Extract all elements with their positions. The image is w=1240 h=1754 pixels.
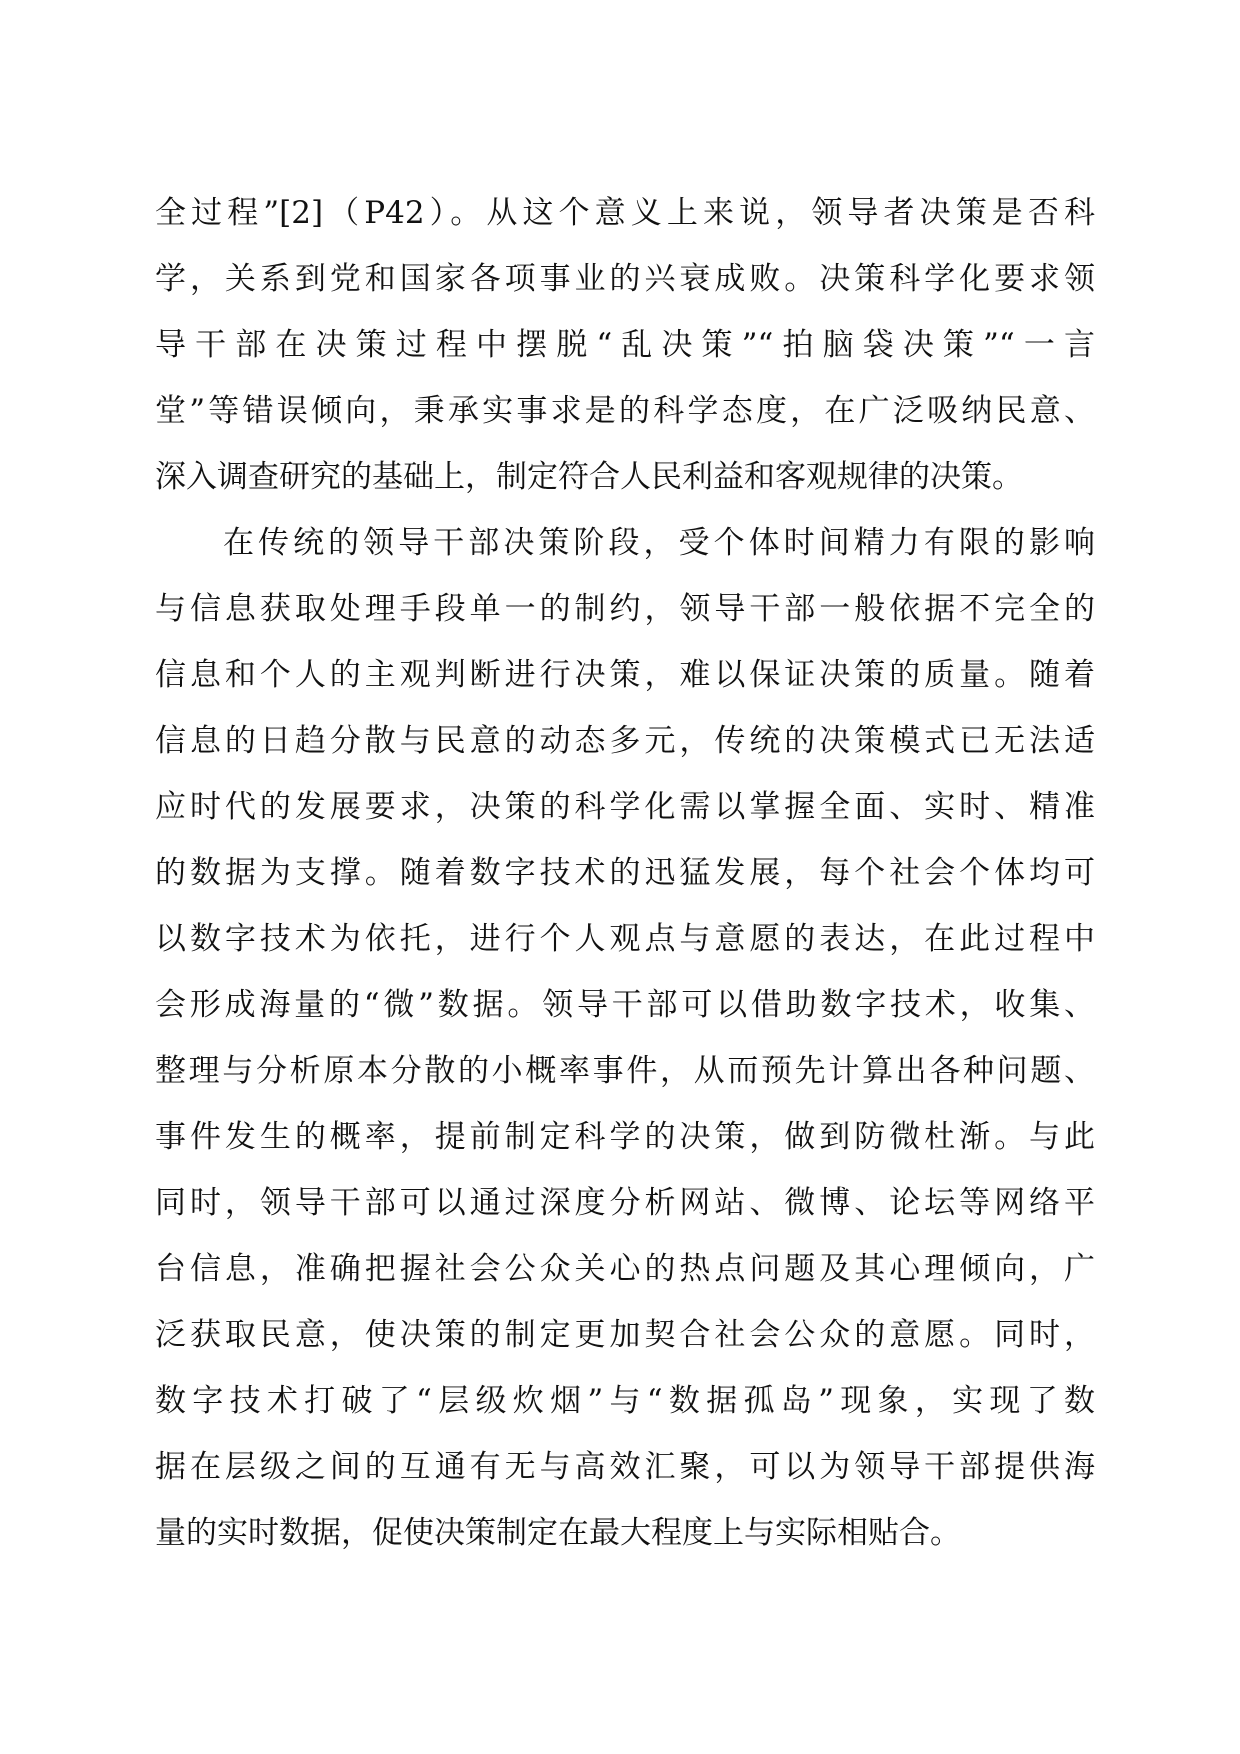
- text-line: 以数字技术为依托，进行个人观点与意愿的表达，在此过程中: [155, 921, 1095, 957]
- text-line: 据在层级之间的互通有无与高效汇聚，可以为领导干部提供海: [155, 1449, 1095, 1485]
- text-line: 台信息，准确把握社会公众关心的热点问题及其心理倾向，广: [155, 1251, 1095, 1287]
- text-line: 同时，领导干部可以通过深度分析网站、微博、论坛等网络平: [155, 1185, 1095, 1221]
- text-line: 会形成海量的“微”数据。领导干部可以借助数字技术，收集、: [155, 987, 1095, 1023]
- paragraph-first-line: 在传统的领导干部决策阶段，受个体时间精力有限的影响: [223, 525, 1095, 561]
- text-line: 深入调查研究的基础上，制定符合人民利益和客观规律的决策。: [155, 459, 1023, 495]
- text-line: 事件发生的概率，提前制定科学的决策，做到防微杜渐。与此: [155, 1119, 1095, 1155]
- text-line: 信息和个人的主观判断进行决策，难以保证决策的质量。随着: [155, 657, 1095, 693]
- text-line: 与信息获取处理手段单一的制约，领导干部一般依据不完全的: [155, 591, 1095, 627]
- text-line: 全过程”[2]（P42）。从这个意义上来说，领导者决策是否科: [155, 195, 1095, 231]
- text-line: 数字技术打破了“层级炊烟”与“数据孤岛”现象，实现了数: [155, 1383, 1095, 1419]
- text-line: 信息的日趋分散与民意的动态多元，传统的决策模式已无法适: [155, 723, 1095, 759]
- text-line: 堂”等错误倾向，秉承实事求是的科学态度，在广泛吸纳民意、: [155, 393, 1095, 429]
- text-line: 的数据为支撑。随着数字技术的迅猛发展，每个社会个体均可: [155, 855, 1095, 891]
- text-line: 量的实时数据，促使决策制定在最大程度上与实际相贴合。: [155, 1515, 961, 1551]
- text-line: 整理与分析原本分散的小概率事件，从而预先计算出各种问题、: [155, 1053, 1095, 1089]
- text-line: 学，关系到党和国家各项事业的兴衰成败。决策科学化要求领: [155, 261, 1095, 297]
- text-line: 导干部在决策过程中摆脱“乱决策”“拍脑袋决策”“一言: [155, 327, 1095, 363]
- text-line: 应时代的发展要求，决策的科学化需以掌握全面、实时、精准: [155, 789, 1095, 825]
- body-text: [155, 180, 1095, 1566]
- text-line: 泛获取民意，使决策的制定更加契合社会公众的意愿。同时，: [155, 1317, 1095, 1353]
